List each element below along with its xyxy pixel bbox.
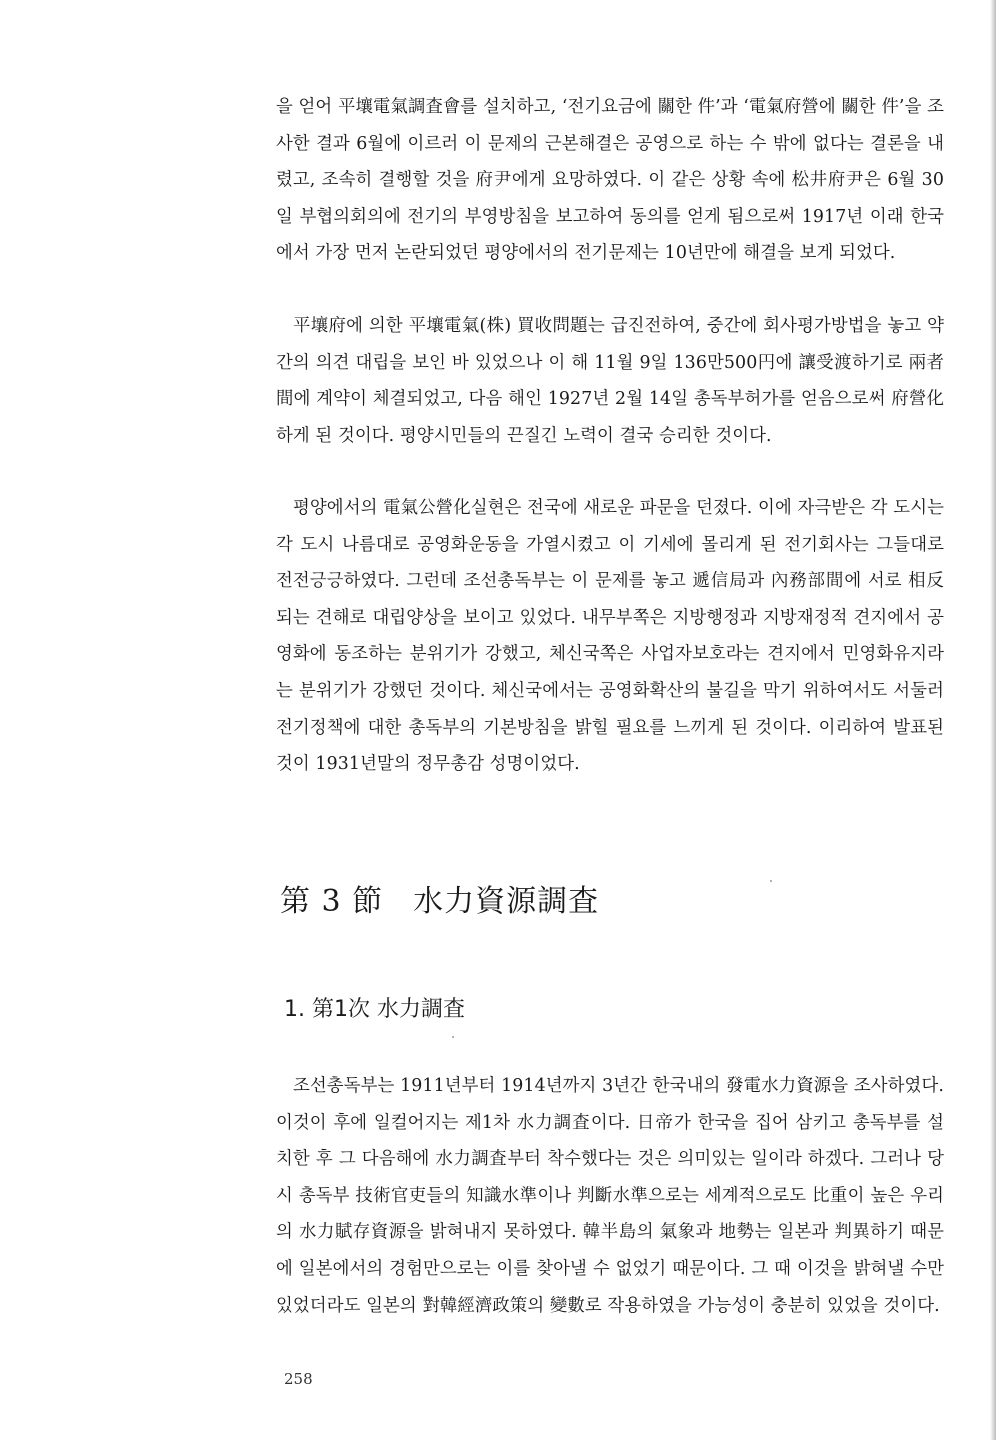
scan-edge-shadow — [990, 0, 996, 1440]
scan-speck — [452, 1036, 454, 1038]
section-number: 第 3 節 — [280, 884, 384, 919]
section-title: 水力資源調査 — [413, 884, 600, 919]
body-paragraph: 조선총독부는 1911년부터 1914년까지 3년간 한국내의 發電水力資源을 조사하였다. 이것이 후에 일컬어지는 제1차 水力調査이다. 日帝가 한국을 집어 삼키고 총독부를 설치한 후 그 다음해에 水力調査부터 착수했다는 것은 의미있는 일이라 하겠다. 그러나 당시 총독부 技術官吏들의 知識水準이나 判斷水準으로는 세계적으로도 比重이 높은 우리의 水力賦存資源을 밝혀내지 못하였다. 韓半島의 氣象과 地勢는 일본과 判異하기 때문에 일본에서의 경험만으로는 이를 찾아낼 수 없었기 때문이다. 그 때 이것을 밝혀낼 수만 있었더라도 일본의 對韓經濟政策의 變數로 작용하였을 가능성이 충분히 있었을 것이다. — [276, 1076, 944, 1316]
body-paragraph: 平壤府에 의한 平壤電氣(株) 買收問題는 급진전하여, 중간에 회사평가방법을 놓고 약간의 의견 대립을 보인 바 있었으나 이 해 11월 9일 136만500円에 讓受渡하기로 兩者間에 계약이 체결되었고, 다음 해인 1927년 2월 14일 총독부허가를 얻음으로써 府營化하게 된 것이다. 평양시민들의 끈질긴 노력이 결국 승리한 것이다. — [276, 316, 944, 446]
body-paragraph: 을 얻어 平壤電氣調査會를 설치하고, ‘전기요금에 關한 件’과 ‘電氣府營에 關한 件’을 조사한 결과 6월에 이르러 이 문제의 근본해결은 공영으로 하는 수 밖에 없다는 결론을 내렸고, 조속히 결행할 것을 府尹에게 요망하였다. 이 같은 상황 속에 松井府尹은 6월 30일 부협의회의에 전기의 부영방침을 보고하여 동의를 얻게 됨으로써 1917년 이래 한국에서 가장 먼저 논란되었던 평양에서의 전기문제는 10년만에 해결을 보게 되었다. — [276, 97, 944, 264]
page-number: 258 — [284, 1370, 313, 1388]
sub-heading: 1. 第1次 水力調査 — [284, 997, 465, 1022]
body-paragraph: 평양에서의 電氣公營化실현은 전국에 새로운 파문을 던졌다. 이에 자극받은 각 도시는 각 도시 나름대로 공영화운동을 가열시켰고 이 기세에 몰리게 된 전기회사는 그들대로 전전긍긍하였다. 그런데 조선총독부는 이 문제를 놓고 遞信局과 內務部間에 서로 相反되는 견해로 대립양상을 보이고 있었다. 내무부쪽은 지방행정과 지방재정적 견지에서 공영화에 동조하는 분위기가 강했고, 체신국쪽은 사업자보호라는 견지에서 민영화유지라는 분위기가 강했던 것이다. 체신국에서는 공영화확산의 불길을 막기 위하여서도 서둘러 전기정책에 대한 총독부의 기본방침을 밝힐 필요를 느끼게 된 것이다. 이리하여 발표된 것이 1931년말의 정무총감 성명이었다. — [276, 498, 944, 775]
section-heading — [280, 876, 599, 920]
scan-speck — [770, 880, 772, 882]
